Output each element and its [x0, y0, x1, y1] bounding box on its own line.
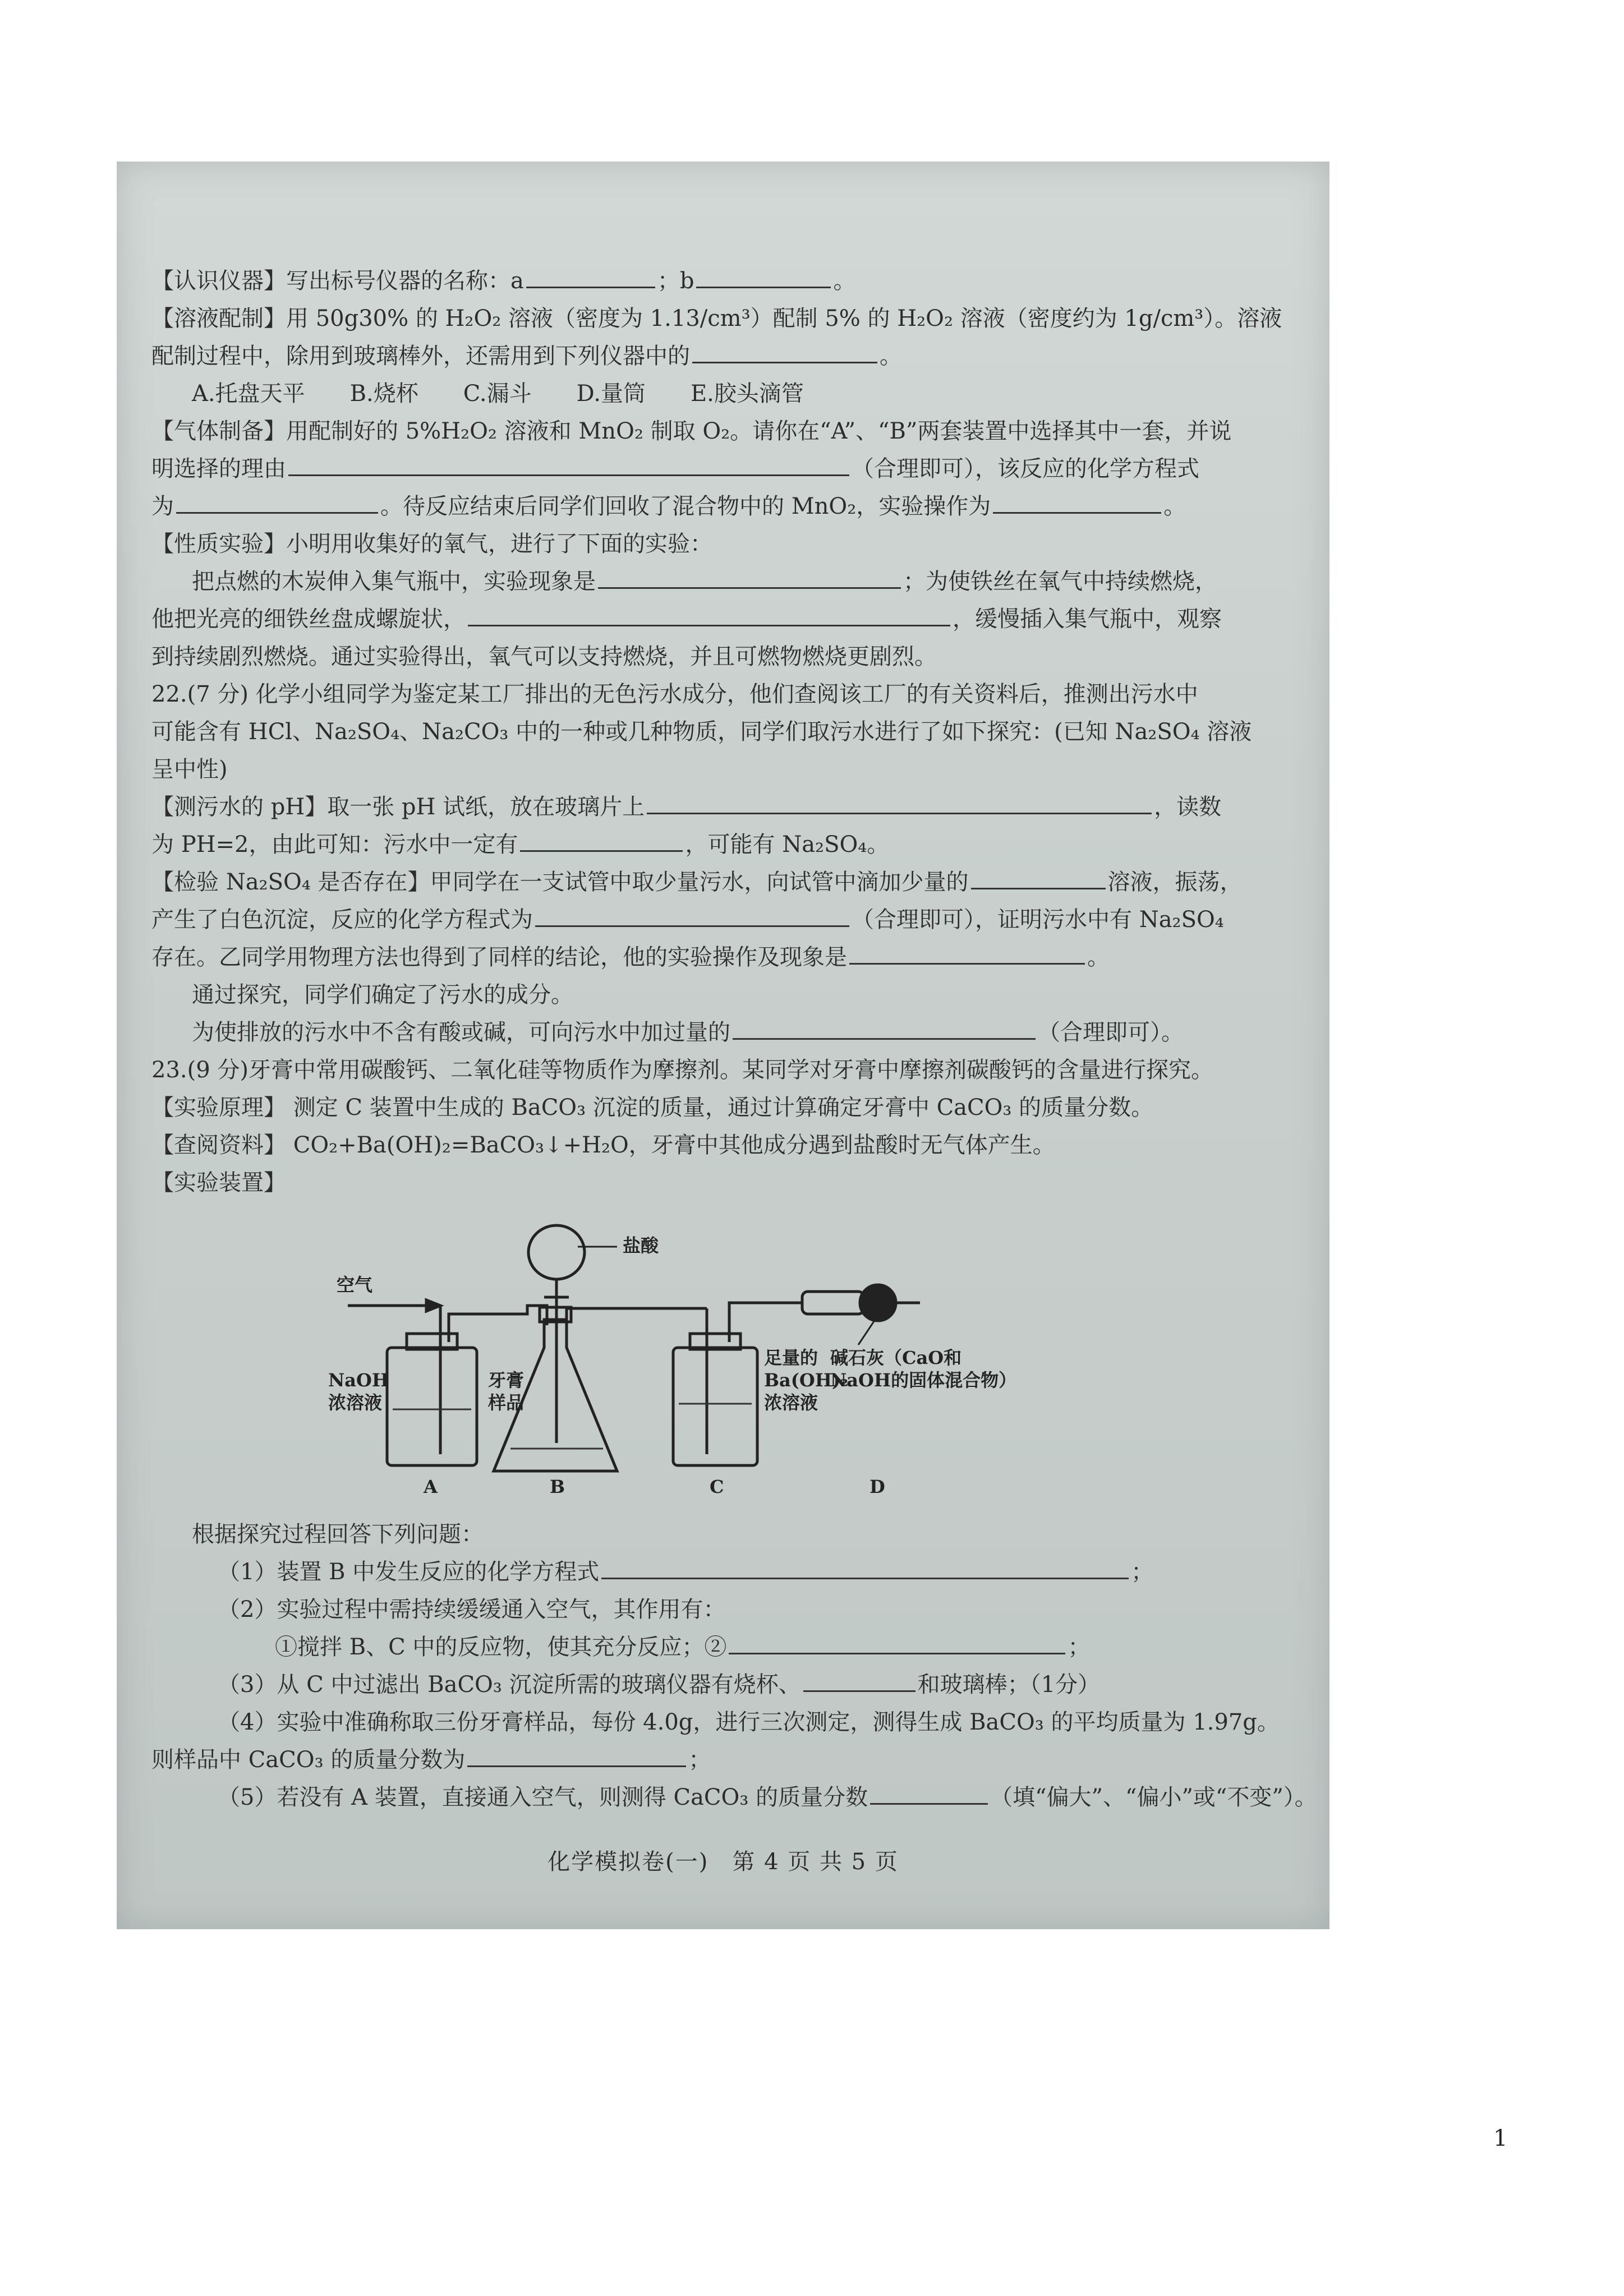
label-baoh2: Ba(OH)₂ [764, 1370, 849, 1391]
scanned-page-photo [117, 162, 1329, 1929]
soda-lime-bulb [860, 1285, 896, 1321]
air-arrow-icon [426, 1300, 440, 1311]
line-neutralize: 为使排放的污水中不含有酸或碱，可向污水中加过量的 （合理即可）。 [151, 1014, 1301, 1052]
label-naoh-solution: 浓溶液 [328, 1392, 383, 1413]
line-q5: （5）若没有 A 装置，直接通入空气，则测得 CaCO₃ 的质量分数 （填“偏大”、“偏小”或“不变”）。 [151, 1779, 1301, 1816]
answer-blank-b[interactable] [696, 264, 831, 288]
line-sulfate-3: 存在。乙同学用物理方法也得到了同样的结论，他的实验操作及现象是 。 [151, 939, 1301, 976]
answer-blank-q2[interactable] [729, 1630, 1065, 1654]
line-q22-3: 呈中性) [151, 757, 228, 782]
answer-blank-reason[interactable] [288, 452, 849, 476]
answer-blank-definite[interactable] [520, 828, 683, 852]
line-q22-2: 可能含有 HCl、Na₂SO₄、Na₂CO₃ 中的一种或几种物质，同学们取污水进行了如下探究：(已知 Na₂SO₄ 溶液 [151, 719, 1252, 745]
line-q3: （3）从 C 中过滤出 BaCO₃ 沉淀所需的玻璃仪器有烧杯、 和玻璃棒；（1分） [151, 1666, 1301, 1704]
line-gas-reason: 明选择的理由 （合理即可），该反应的化学方程式 [151, 450, 1301, 488]
line-ph-2: 为 PH=2，由此可知：污水中一定有 ，可能有 Na₂SO₄。 [151, 826, 1301, 864]
line-q23: 23.(9 分)牙膏中常用碳酸钙、二氧化硅等物质作为摩擦剂。某同学对牙膏中摩擦剂碳酸钙的含量进行探究。 [151, 1057, 1213, 1083]
line-q4: （4）实验中准确称取三份牙膏样品，每份 4.0g，进行三次测定，测得生成 BaCO₃ 的平均质量为 1.97g。 [218, 1709, 1280, 1735]
apparatus-diagram [280, 1207, 1017, 1505]
answer-blank-sulfate-eq[interactable] [535, 903, 849, 927]
separatory-funnel [528, 1225, 585, 1279]
page-footer: 化学模拟卷(一) 第 4 页 共 5 页 [548, 1849, 899, 1875]
line-apparatus-title: 【实验装置】 [151, 1170, 286, 1196]
answer-blank-ph[interactable] [647, 790, 1152, 814]
answer-blank-q5[interactable] [870, 1781, 988, 1805]
label-a: A [424, 1476, 438, 1497]
line-questions-intro: 根据探究过程回答下列问题： [192, 1522, 484, 1547]
answer-blank-additive[interactable] [733, 1016, 1036, 1040]
label-toothpaste: 牙膏 [488, 1370, 525, 1391]
label-soda-lime: 碱石灰（CaO和 [830, 1347, 962, 1368]
line-options: A.托盘天平 B.烧杯 C.漏斗 D.量筒 E.胶头滴管 [192, 381, 804, 407]
line-property: 【性质实验】小明用收集好的氧气，进行了下面的实验： [151, 531, 712, 557]
exam-content [151, 262, 1317, 1816]
answer-blank-physical[interactable] [849, 940, 1085, 965]
drying-tube-d [802, 1292, 864, 1314]
line-determined: 通过探究，同学们确定了污水的成分。 [192, 982, 573, 1008]
answer-blank-operation[interactable] [993, 490, 1161, 514]
tube-a-out [449, 1314, 516, 1342]
line-q2: （2）实验过程中需持续缓缓通入空气，其作用有： [218, 1597, 726, 1622]
label-baoh2-solution: 浓溶液 [764, 1392, 818, 1413]
line-instrument: 【认识仪器】写出标号仪器的名称：a ；b 。 [151, 262, 1301, 300]
line-principle: 【实验原理】 测定 C 装置中生成的 BaCO₃ 沉淀的质量，通过计算确定牙膏中 CaCO₃ 的质量分数。 [151, 1095, 1154, 1121]
line-reference: 【查阅资料】 CO₂+Ba(OH)₂=BaCO₃↓+H₂O，牙膏中其他成分遇到盐酸时无气体产生。 [151, 1132, 1055, 1158]
label-naoh: NaOH [328, 1370, 389, 1391]
line-solution-prep-2: 配制过程中，除用到玻璃棒外，还需用到下列仪器中的 。 [151, 338, 1301, 375]
line-gas-prep: 【气体制备】用配制好的 5%H₂O₂ 溶液和 MnO₂ 制取 O₂。请你在“A”、“B”两套装置中选择其中一套，并说 [151, 418, 1232, 444]
answer-blank-q4[interactable] [467, 1743, 686, 1767]
line-conclusion: 到持续剧烈燃烧。通过实验得出，氧气可以支持燃烧，并且可燃物燃烧更剧烈。 [151, 644, 937, 670]
label-sample: 样品 [488, 1392, 525, 1413]
answer-blank-instruments[interactable] [692, 339, 877, 363]
label-hcl: 盐酸 [623, 1235, 659, 1256]
label-excess: 足量的 [764, 1347, 818, 1368]
answer-blank-phenomenon[interactable] [598, 565, 901, 589]
line-ph: 【测污水的 pH】取一张 pH 试纸，放在玻璃片上 ，读数 [151, 789, 1301, 826]
answer-blank-q1[interactable] [601, 1555, 1129, 1579]
line-q2-sub: ①搅拌 B、C 中的反应物，使其充分反应；② ； [151, 1629, 1301, 1666]
line-iron: 他把光亮的细铁丝盘成螺旋状， ，缓慢插入集气瓶中，观察 [151, 601, 1301, 638]
page-number: 1 [1493, 2126, 1508, 2151]
answer-blank-reagent[interactable] [971, 865, 1106, 889]
label-air: 空气 [337, 1274, 373, 1295]
line-sulfate: 【检验 Na₂SO₄ 是否存在】甲同学在一支试管中取少量污水，向试管中滴加少量的 溶液，振荡， [151, 864, 1301, 901]
tube-b-out [567, 1308, 707, 1325]
bottle-a [387, 1348, 477, 1465]
answer-blank-iron[interactable] [468, 602, 950, 626]
answer-blank-a[interactable] [526, 264, 655, 288]
leader-lime [858, 1320, 875, 1345]
line-q4-2: 则样品中 CaCO₃ 的质量分数为 ； [151, 1741, 1301, 1779]
line-sulfate-2: 产生了白色沉淀，反应的化学方程式为 （合理即可），证明污水中有 Na₂SO₄ [151, 901, 1301, 939]
line-charcoal: 把点燃的木炭伸入集气瓶中，实验现象是 ；为使铁丝在氧气中持续燃烧， [151, 563, 1301, 601]
answer-blank-equation[interactable] [176, 490, 378, 514]
line-q22: 22.(7 分) 化学小组同学为鉴定某工厂排出的无色污水成分，他们查阅该工厂的有关资料后，推测出污水中 [151, 681, 1198, 707]
answer-blank-q3[interactable] [803, 1668, 915, 1692]
bottle-c [673, 1348, 757, 1465]
label-soda-lime-2: NaOH的固体混合物） [830, 1370, 1017, 1391]
label-b: B [550, 1476, 565, 1497]
line-q1: （1）装置 B 中发生反应的化学方程式 ； [151, 1553, 1301, 1591]
line-solution-prep: 【溶液配制】用 50g30% 的 H₂O₂ 溶液（密度为 1.13/cm³）配制 5% 的 H₂O₂ 溶液（密度约为 1g/cm³）。溶液 [151, 306, 1282, 331]
label-d: D [869, 1476, 885, 1497]
line-gas-equation: 为 。待反应结束后同学们回收了混合物中的 MnO₂，实验操作为 。 [151, 488, 1301, 525]
label-c: C [710, 1476, 724, 1497]
